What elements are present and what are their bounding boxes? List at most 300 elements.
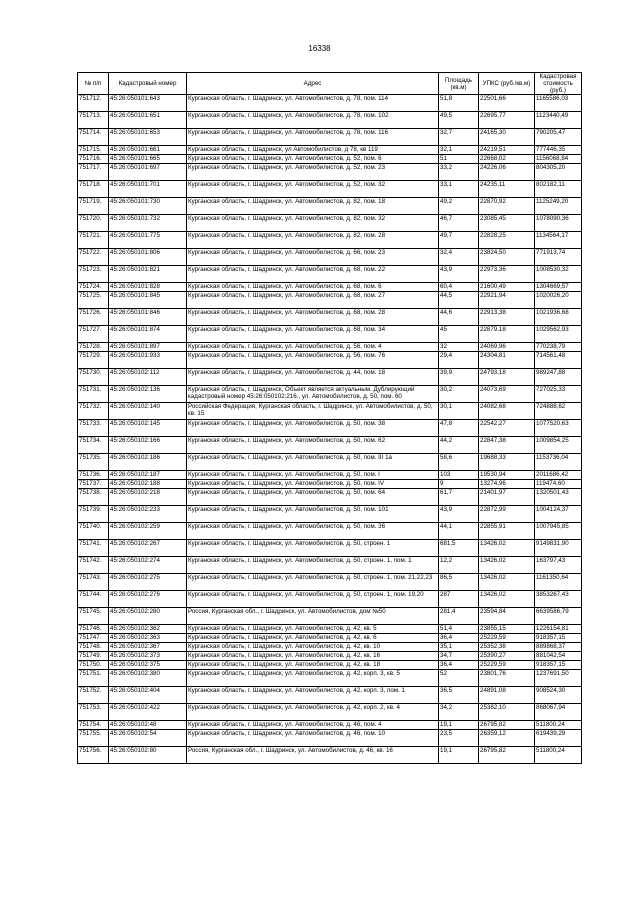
table-row [78, 557, 582, 574]
cadastral-value-cell: 6639586,79 [535, 608, 582, 625]
upks-cell: 22913,38 [479, 309, 535, 326]
upks-cell: 22855,91 [479, 523, 535, 540]
area-cell: 287 [439, 591, 479, 608]
cadastral-number-cell: 45:26:050102:275 [109, 574, 187, 591]
cadastral-number-cell: 45:26:050101:874 [109, 326, 187, 343]
row-number-cell: 751752. [78, 687, 109, 704]
row-number-cell: 751729. [78, 352, 109, 369]
table-row [78, 326, 582, 343]
cadastral-value-cell: 1004124,37 [535, 506, 582, 523]
address-cell: Курганская область, г. Шадринск, ул. Автомобилистов, д. 42, корп. 3, кв. 5 [187, 670, 439, 687]
cadastral-value-cell: 1304669,57 [535, 283, 582, 292]
cadastral-number-cell: 45:26:050101:828 [109, 283, 187, 292]
header-area: Площадь (кв.м) [439, 73, 479, 95]
row-number-cell: 751747. [78, 634, 109, 643]
cadastral-number-cell: 45:26:050101:732 [109, 215, 187, 232]
row-number-cell: 751748. [78, 643, 109, 652]
cadastral-value-cell: 714561,48 [535, 352, 582, 369]
row-number-cell: 751712. [78, 95, 109, 112]
table-row [78, 608, 582, 625]
area-cell: 58,6 [439, 454, 479, 471]
area-cell: 681,5 [439, 540, 479, 557]
address-cell: Курганская область, г. Шадринск, ул. Автомобилистов, д. 42, кв. 5 [187, 625, 439, 634]
address-cell: Курганская область, г. Шадринск, ул. Автомобилистов, д. 50, пом. III 1а [187, 454, 439, 471]
area-cell: 19,1 [439, 721, 479, 730]
header-address: Адрес [187, 73, 439, 95]
area-cell: 49,7 [439, 232, 479, 249]
cadastral-number-cell: 45:26:050102:259 [109, 523, 187, 540]
address-cell: Курганская область, г. Шадринск, ул. Автомобилистов, д. 52, пом. 32 [187, 181, 439, 198]
area-cell: 51 [439, 155, 479, 164]
upks-cell: 24304,81 [479, 352, 535, 369]
cadastral-value-cell: 1161350,64 [535, 574, 582, 591]
address-cell: Курганская область, г. Шадринск, ул. Автомобилистов, д. 42, кв. 10 [187, 643, 439, 652]
cadastral-number-cell: 45:26:050102:373 [109, 652, 187, 661]
cadastral-value-cell: 918357,15 [535, 661, 582, 670]
cadastral-number-cell: 45:26:050102:362 [109, 625, 187, 634]
row-number-cell: 751715. [78, 146, 109, 155]
area-cell: 103 [439, 471, 479, 480]
table-row [78, 386, 582, 403]
cadastral-value-cell: 1320501,43 [535, 489, 582, 506]
area-cell: 33,1 [439, 181, 479, 198]
row-number-cell: 751716. [78, 155, 109, 164]
cadastral-value-cell: 511800,24 [535, 747, 582, 764]
area-cell: 49,5 [439, 112, 479, 129]
table-row [78, 198, 582, 215]
cadastral-value-cell: 1020026,20 [535, 292, 582, 309]
upks-cell: 22870,92 [479, 198, 535, 215]
cadastral-number-cell: 45:26:050101:643 [109, 95, 187, 112]
cadastral-value-cell: 724888,62 [535, 403, 582, 420]
upks-cell: 25229,59 [479, 661, 535, 670]
area-cell: 33,2 [439, 164, 479, 181]
upks-cell: 26795,82 [479, 747, 535, 764]
row-number-cell: 751754. [78, 721, 109, 730]
cadastral-value-cell: 777446,35 [535, 146, 582, 155]
table-row [78, 181, 582, 198]
row-number-cell: 751749. [78, 652, 109, 661]
cadastral-value-cell: 3853267,43 [535, 591, 582, 608]
address-cell: Курганская область, г. Шадринск, ул. Автомобилистов, д. 78, пом. 114 [187, 95, 439, 112]
row-number-cell: 751742. [78, 557, 109, 574]
area-cell: 43,9 [439, 266, 479, 283]
table-row [78, 403, 582, 420]
area-cell: 30,2 [439, 386, 479, 403]
table-row [78, 540, 582, 557]
cadastral-number-cell: 45:26:050102:404 [109, 687, 187, 704]
area-cell: 60,4 [439, 283, 479, 292]
cadastral-value-cell: 119474,60 [535, 480, 582, 489]
table-row [78, 687, 582, 704]
table-row [78, 670, 582, 687]
table-row [78, 155, 582, 164]
upks-cell: 25229,59 [479, 634, 535, 643]
row-number-cell: 751727. [78, 326, 109, 343]
cadastral-number-cell: 45:26:050102:367 [109, 643, 187, 652]
table-row [78, 489, 582, 506]
row-number-cell: 751740. [78, 523, 109, 540]
upks-cell: 22973,36 [479, 266, 535, 283]
cadastral-number-cell: 45:26:050102:375 [109, 661, 187, 670]
table-row [78, 112, 582, 129]
row-number-cell: 751745. [78, 608, 109, 625]
address-cell: Россия, Курганская обл., г. Шадринск, ул. Автомобилистов, дом №50 [187, 608, 439, 625]
upks-cell: 22828,25 [479, 232, 535, 249]
cadastral-number-cell: 45:26:050102:54 [109, 730, 187, 747]
upks-cell: 23801,76 [479, 670, 535, 687]
cadastral-number-cell: 45:26:050102:267 [109, 540, 187, 557]
cadastral-value-cell: 868067,94 [535, 704, 582, 721]
upks-cell: 22668,02 [479, 155, 535, 164]
address-cell: Курганская область, г. Шадринск, ул. Автомобилистов, д. 42, кв. 16 [187, 652, 439, 661]
cadastral-value-cell: 802182,11 [535, 181, 582, 198]
cadastral-number-cell: 45:26:050101:775 [109, 232, 187, 249]
row-number-cell: 751720. [78, 215, 109, 232]
cadastral-value-cell: 771913,74 [535, 249, 582, 266]
table-row [78, 634, 582, 643]
table-row [78, 643, 582, 652]
address-cell: Курганская область, г. Шадринск, ул. Автомобилистов, д. 68, пом. 28 [187, 309, 439, 326]
table-row [78, 661, 582, 670]
upks-cell: 22501,66 [479, 95, 535, 112]
cadastral-value-cell: 804305,20 [535, 164, 582, 181]
address-cell: Курганская область, г. Шадринск, ул. Автомобилистов, д. 50, строен. 1 [187, 540, 439, 557]
area-cell: 36,4 [439, 634, 479, 643]
cadastral-number-cell: 45:26:050101:897 [109, 343, 187, 352]
cadastral-value-cell: 1165586,03 [535, 95, 582, 112]
cadastral-value-cell: 619439,29 [535, 730, 582, 747]
cadastral-value-cell: 1237691,50 [535, 670, 582, 687]
address-cell: Курганская область, г. Шадринск, ул. Автомобилистов, д. 50, строен. 1, пом. 19,20 [187, 591, 439, 608]
address-cell: Курганская область, г. Шадринск, ул. Автомобилистов, д. 46, пом. 10 [187, 730, 439, 747]
row-number-cell: 751738. [78, 489, 109, 506]
address-cell: Курганская область, г. Шадринск, ул. Автомобилистов, д. 82, пом. 32 [187, 215, 439, 232]
cadastral-number-cell: 45:26:050101:651 [109, 112, 187, 129]
table-row [78, 704, 582, 721]
upks-cell: 22921,94 [479, 292, 535, 309]
upks-cell: 23855,15 [479, 625, 535, 634]
cadastral-number-cell: 45:26:050101:665 [109, 155, 187, 164]
cadastral-value-cell: 2011686,42 [535, 471, 582, 480]
table-body [78, 95, 582, 764]
row-number-cell: 751743. [78, 574, 109, 591]
area-cell: 47,8 [439, 420, 479, 437]
area-cell: 281,4 [439, 608, 479, 625]
area-cell: 86,5 [439, 574, 479, 591]
address-cell: Курганская область, г. Шадринск, ул. Автомобилистов, д. 52, пом. 23 [187, 164, 439, 181]
row-number-cell: 751736. [78, 471, 109, 480]
upks-cell: 24235,11 [479, 181, 535, 198]
address-cell: Курганская область, г. Шадринск, ул. Автомобилистов, д. 42, кв. 6 [187, 634, 439, 643]
cadastral-value-cell: 1008530,32 [535, 266, 582, 283]
table-row [78, 343, 582, 352]
cadastral-number-cell: 45:26:050101:845 [109, 292, 187, 309]
cadastral-number-cell: 45:26:050102:422 [109, 704, 187, 721]
row-number-cell: 751719. [78, 198, 109, 215]
table-row [78, 625, 582, 634]
address-cell: Курганская область, г. Шадринск, ул. Автомобилистов, д. 68, пом. 27 [187, 292, 439, 309]
row-number-cell: 751726. [78, 309, 109, 326]
row-number-cell: 751750. [78, 661, 109, 670]
upks-cell: 13274,96 [479, 480, 535, 489]
address-cell: Курганская область, г. Шадринск, ул. Автомобилистов, д. 50, пом. 62 [187, 437, 439, 454]
address-cell: Курганская область, г. Шадринск, ул. Автомобилистов, д. 50, строен. 1, пом. 1 [187, 557, 439, 574]
cadastral-value-cell: 1156068,84 [535, 155, 582, 164]
cadastral-value-cell: 790205,47 [535, 129, 582, 146]
cadastral-number-cell: 45:26:050101:846 [109, 309, 187, 326]
area-cell: 12,2 [439, 557, 479, 574]
upks-cell: 22872,99 [479, 506, 535, 523]
upks-cell: 23594,84 [479, 608, 535, 625]
area-cell: 35,1 [439, 643, 479, 652]
cadastral-value-cell: 727025,33 [535, 386, 582, 403]
upks-cell: 24069,96 [479, 343, 535, 352]
table-row [78, 574, 582, 591]
table-row [78, 129, 582, 146]
row-number-cell: 751739. [78, 506, 109, 523]
area-cell: 44,2 [439, 437, 479, 454]
cadastral-number-cell: 45:26:050101:661 [109, 146, 187, 155]
cadastral-number-cell: 45:26:050102:218 [109, 489, 187, 506]
area-cell: 52 [439, 670, 479, 687]
cadastral-value-cell: 511800,24 [535, 721, 582, 730]
cadastral-number-cell: 45:26:050102:136 [109, 386, 187, 403]
address-cell: Курганская область, г. Шадринск, ул. Автомобилистов, д. 50, строен. 1, пом. 21,22,23 [187, 574, 439, 591]
area-cell: 61,7 [439, 489, 479, 506]
cadastral-number-cell: 45:26:050102:280 [109, 608, 187, 625]
row-number-cell: 751718. [78, 181, 109, 198]
upks-cell: 22542,27 [479, 420, 535, 437]
table-row [78, 369, 582, 386]
table-row [78, 454, 582, 471]
cadastral-value-cell: 9149831,90 [535, 540, 582, 557]
address-cell: Курганская область, г. Шадринск, ул. Автомобилистов, д. 68, пом. 22 [187, 266, 439, 283]
table-row [78, 232, 582, 249]
area-cell: 51,4 [439, 625, 479, 634]
cadastral-value-cell: 770238,79 [535, 343, 582, 352]
cadastral-number-cell: 45:26:050102:380 [109, 670, 187, 687]
cadastral-value-cell: 1226154,81 [535, 625, 582, 634]
row-number-cell: 751717. [78, 164, 109, 181]
area-cell: 9 [439, 480, 479, 489]
upks-cell: 26795,82 [479, 721, 535, 730]
cadastral-value-cell: 1007945,85 [535, 523, 582, 540]
upks-cell: 24891,08 [479, 687, 535, 704]
cadastral-number-cell: 45:26:050102:233 [109, 506, 187, 523]
upks-cell: 24219,51 [479, 146, 535, 155]
row-number-cell: 751734. [78, 437, 109, 454]
cadastral-number-cell: 45:26:050101:933 [109, 352, 187, 369]
row-number-cell: 751713. [78, 112, 109, 129]
area-cell: 36,4 [439, 661, 479, 670]
cadastral-number-cell: 45:26:050102:363 [109, 634, 187, 643]
header-upks: УПКС (руб./кв.м) [479, 73, 535, 95]
upks-cell: 24165,30 [479, 129, 535, 146]
address-cell: Курганская область, г. Шадринск, ул. Автомобилистов, д. 82, пом. 18 [187, 198, 439, 215]
cadastral-value-cell: 918357,15 [535, 634, 582, 643]
address-cell: Курганская область, г. Шадринск, ул. Автомобилистов, д. 50, пом. 38 [187, 420, 439, 437]
row-number-cell: 751732. [78, 403, 109, 420]
cadastral-number-cell: 45:26:050102:48 [109, 721, 187, 730]
row-number-cell: 751744. [78, 591, 109, 608]
row-number-cell: 751722. [78, 249, 109, 266]
row-number-cell: 751723. [78, 266, 109, 283]
table-row [78, 283, 582, 292]
table-row [78, 506, 582, 523]
area-cell: 36,5 [439, 687, 479, 704]
area-cell: 32 [439, 343, 479, 352]
cadastral-value-cell: 989247,88 [535, 369, 582, 386]
row-number-cell: 751714. [78, 129, 109, 146]
area-cell: 34,2 [439, 704, 479, 721]
upks-cell: 13426,02 [479, 557, 535, 574]
address-cell: Курганская область, г. Шадринск, ул. Автомобилистов, д. 56, пом. 4 [187, 343, 439, 352]
address-cell: Курганская область, г. Шадринск, ул. Автомобилистов, д. 50, пом. 64 [187, 489, 439, 506]
cadastral-value-cell: 1123440,49 [535, 112, 582, 129]
row-number-cell: 751741. [78, 540, 109, 557]
upks-cell: 24226,06 [479, 164, 535, 181]
upks-cell: 13426,02 [479, 574, 535, 591]
row-number-cell: 751733. [78, 420, 109, 437]
cadastral-number-cell: 45:26:050102:140 [109, 403, 187, 420]
area-cell: 39,9 [439, 369, 479, 386]
area-cell: 19,1 [439, 747, 479, 764]
address-cell: Курганская область, г. Шадринск, ул. Автомобилистов, д. 50, пом. I [187, 471, 439, 480]
address-cell: Курганская область, г. Шадринск, ул. Автомобилистов, д. 66, пом. 23 [187, 249, 439, 266]
cadastral-number-cell: 45:26:050102:145 [109, 420, 187, 437]
cadastral-number-cell: 45:26:050101:821 [109, 266, 187, 283]
cadastral-value-cell: 1077520,63 [535, 420, 582, 437]
cadastral-value-cell: 1029562,93 [535, 326, 582, 343]
area-cell: 44,5 [439, 292, 479, 309]
address-cell: Россия, Курганская обл., г. Шадринск, ул. Автомобилистов, д. 46, кв. 16 [187, 747, 439, 764]
upks-cell: 26359,12 [479, 730, 535, 747]
area-cell: 45 [439, 326, 479, 343]
table-row [78, 352, 582, 369]
cadastral-number-cell: 45:26:050102:186 [109, 454, 187, 471]
address-cell: Курганская область, г. Шадринск, ул. Автомобилистов, д. 42, кв. 18 [187, 661, 439, 670]
cadastral-value-cell: 908524,30 [535, 687, 582, 704]
upks-cell: 21600,49 [479, 283, 535, 292]
address-cell: Курганская область, г. Шадринск, ул. Автомобилистов, д. 68, пом. 6 [187, 283, 439, 292]
cadastral-number-cell: 45:26:050102:80 [109, 747, 187, 764]
table-row [78, 437, 582, 454]
upks-cell: 19530,94 [479, 471, 535, 480]
table-row [78, 471, 582, 480]
cadastral-value-cell: 889868,37 [535, 643, 582, 652]
row-number-cell: 751746. [78, 625, 109, 634]
address-cell: Российская Федерация, Курганская область, г. Шадринск, ул. Автомобилистов, д. 50, кв. 15 [187, 403, 439, 420]
table-row [78, 747, 582, 764]
area-cell: 49,2 [439, 198, 479, 215]
cadastral-number-cell: 45:26:050102:276 [109, 591, 187, 608]
cadastral-number-cell: 45:26:050101:697 [109, 164, 187, 181]
address-cell: Курганская область, г. Шадринск, ул. Автомобилистов, д. 42, корп. 2, кв. 4 [187, 704, 439, 721]
address-cell: Курганская область, г. Шадринск, ул. Автомобилистов, д. 82, пом. 28 [187, 232, 439, 249]
row-number-cell: 751751. [78, 670, 109, 687]
upks-cell: 24793,18 [479, 369, 535, 386]
table-row [78, 721, 582, 730]
table-row [78, 480, 582, 489]
table-row [78, 146, 582, 155]
area-cell: 32,7 [439, 129, 479, 146]
address-cell: Курганская область, г. Шадринск, ул. Автомобилистов, д. 56, пом. 76 [187, 352, 439, 369]
upks-cell: 13426,02 [479, 540, 535, 557]
row-number-cell: 751755. [78, 730, 109, 747]
upks-cell: 22847,38 [479, 437, 535, 454]
upks-cell: 23085,45 [479, 215, 535, 232]
table-row [78, 164, 582, 181]
upks-cell: 21401,97 [479, 489, 535, 506]
row-number-cell: 751730. [78, 369, 109, 386]
address-cell: Курганская область, г. Шадринск, ул. Автомобилистов, д. 50, пом. 36 [187, 523, 439, 540]
upks-cell: 22695,77 [479, 112, 535, 129]
cadastral-value-cell: 1021936,68 [535, 309, 582, 326]
cadastral-number-cell: 45:26:050101:806 [109, 249, 187, 266]
table-row [78, 730, 582, 747]
address-cell: Курганская область, г. Шадринск, ул. Автомобилистов, д. 68, пом. 34 [187, 326, 439, 343]
cadastral-value-cell: 1009854,25 [535, 437, 582, 454]
cadastral-value-cell: 881042,54 [535, 652, 582, 661]
table-row [78, 95, 582, 112]
address-cell: Курганская область, г. Шадринск, ул. Автомобилистов, д. 50, пом. IV [187, 480, 439, 489]
cadastral-number-cell: 45:26:050101:653 [109, 129, 187, 146]
upks-cell: 19688,33 [479, 454, 535, 471]
cadastral-number-cell: 45:26:050102:187 [109, 471, 187, 480]
area-cell: 29,4 [439, 352, 479, 369]
cadastral-value-cell: 1153736,04 [535, 454, 582, 471]
cadastral-value-cell: 1078090,36 [535, 215, 582, 232]
row-number-cell: 751753. [78, 704, 109, 721]
upks-cell: 25352,38 [479, 643, 535, 652]
address-cell: Курганская область, г. Шадринск, Объект является актуальным. Дублирующий кадастровый номер 45:26:050102:216., ул. Автомобилистов, д. 50, пом. 60 [187, 386, 439, 403]
cadastral-number-cell: 45:26:050102:166 [109, 437, 187, 454]
cadastral-number-cell: 45:26:050102:188 [109, 480, 187, 489]
address-cell: Курганская область, г. Шадринск, ул. Автомобилистов, д. 42, корп. 3, пом. 1 [187, 687, 439, 704]
upks-cell: 25382,10 [479, 704, 535, 721]
upks-cell: 22879,18 [479, 326, 535, 343]
area-cell: 44,1 [439, 523, 479, 540]
area-cell: 46,7 [439, 215, 479, 232]
cadastral-number-cell: 45:26:050102:112 [109, 369, 187, 386]
cadastral-value-cell: 163797,43 [535, 557, 582, 574]
table-row [78, 591, 582, 608]
row-number-cell: 751731. [78, 386, 109, 403]
cadastral-number-cell: 45:26:050102:274 [109, 557, 187, 574]
address-cell: Курганская область, г. Шадринск, ул. Автомобилистов, д. 78, пом. 102 [187, 112, 439, 129]
cadastral-value-table [77, 72, 582, 764]
cadastral-value-cell: 1125249,20 [535, 198, 582, 215]
area-cell: 51,8 [439, 95, 479, 112]
table-row [78, 266, 582, 283]
area-cell: 44,6 [439, 309, 479, 326]
header-row-number: № п/п [78, 73, 109, 95]
upks-cell: 25390,27 [479, 652, 535, 661]
table-row [78, 292, 582, 309]
upks-cell: 13426,02 [479, 591, 535, 608]
row-number-cell: 751724. [78, 283, 109, 292]
row-number-cell: 751721. [78, 232, 109, 249]
area-cell: 32,1 [439, 146, 479, 155]
area-cell: 32,4 [439, 249, 479, 266]
row-number-cell: 751735. [78, 454, 109, 471]
upks-cell: 23824,50 [479, 249, 535, 266]
cadastral-number-cell: 45:26:050101:730 [109, 198, 187, 215]
row-number-cell: 751728. [78, 343, 109, 352]
row-number-cell: 751756. [78, 747, 109, 764]
upks-cell: 24073,69 [479, 386, 535, 403]
